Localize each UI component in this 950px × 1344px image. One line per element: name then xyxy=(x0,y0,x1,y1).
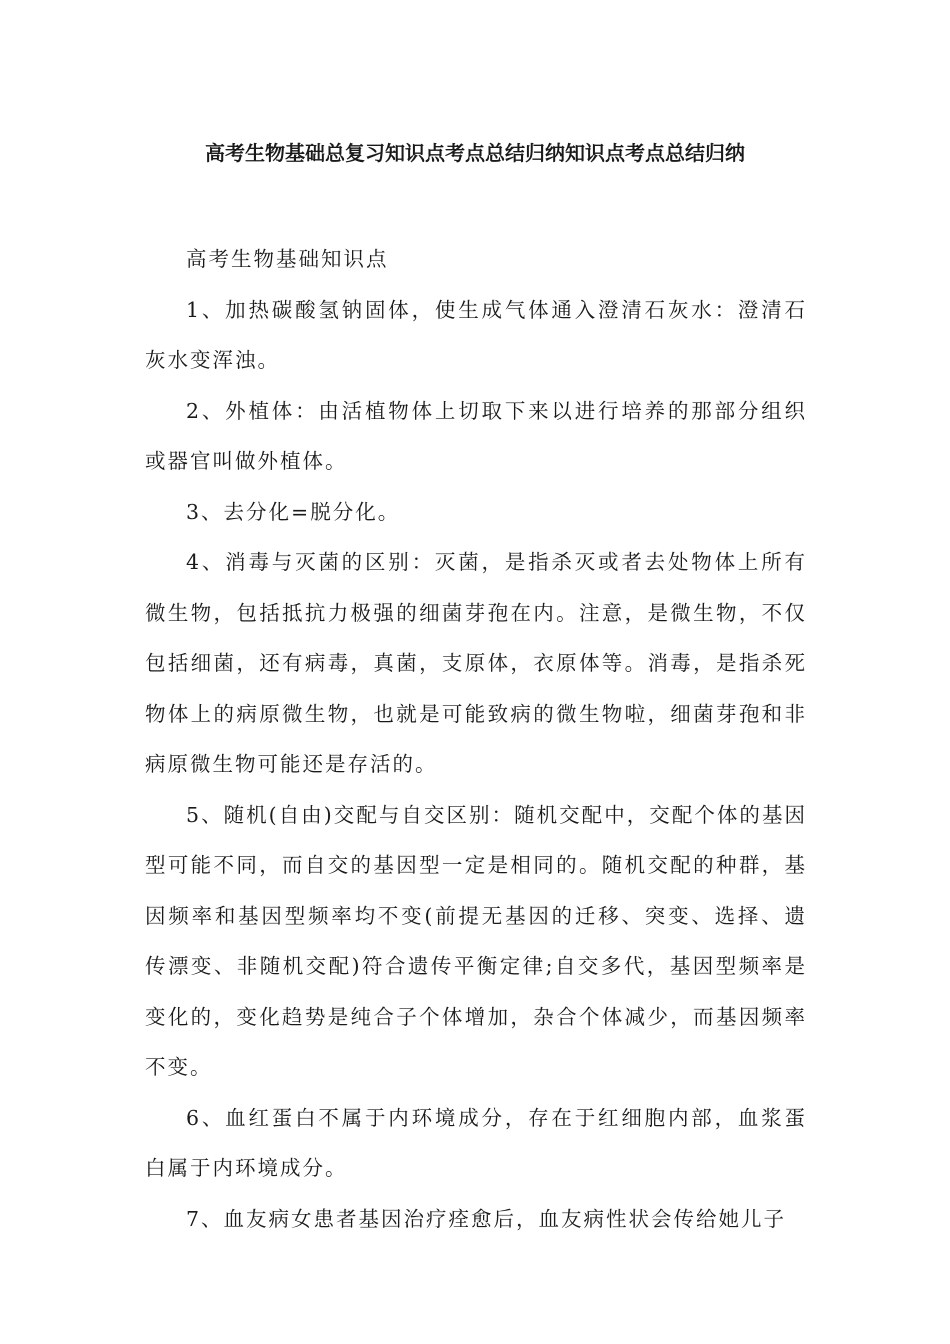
paragraph-1: 1、加热碳酸氢钠固体，使生成气体通入澄清石灰水：澄清石灰水变浑浊。 xyxy=(145,297,807,372)
paragraph-3: 3、去分化=脱分化。 xyxy=(186,499,401,524)
document-title: 高考生物基础总复习知识点考点总结归纳知识点考点总结归纳 xyxy=(205,141,745,165)
document-body xyxy=(145,234,807,1244)
paragraph-2: 2、外植体：由活植物体上切取下来以进行培养的那部分组织或器官叫做外植体。 xyxy=(145,398,807,473)
paragraph-6: 6、血红蛋白不属于内环境成分，存在于红细胞内部，血浆蛋白属于内环境成分。 xyxy=(145,1105,807,1180)
paragraph-5: 5、随机(自由)交配与自交区别：随机交配中，交配个体的基因型可能不同，而自交的基因型一定是相同的。随机交配的种群，基因频率和基因型频率均不变(前提无基因的迁移、突变、选择、遗传漂变、非随机交配)符合遗传平衡定律;自交多代，基因型频率是变化的，变化趋势是纯合子个体增加，杂合个体减少，而基因频率不变。 xyxy=(145,802,807,1079)
paragraph-heading: 高考生物基础知识点 xyxy=(186,247,389,271)
paragraph-7: 7、血友病女患者基因治疗痊愈后，血友病性状会传给她儿子 xyxy=(186,1206,787,1231)
paragraph-4: 4、消毒与灭菌的区别：灭菌，是指杀灭或者去处物体上所有微生物，包括抵抗力极强的细菌芽孢在内。注意，是微生物，不仅包括细菌，还有病毒，真菌，支原体，衣原体等。消毒，是指杀死物体上的病原微生物，也就是可能致病的微生物啦，细菌芽孢和非病原微生物可能还是存活的。 xyxy=(145,550,807,776)
